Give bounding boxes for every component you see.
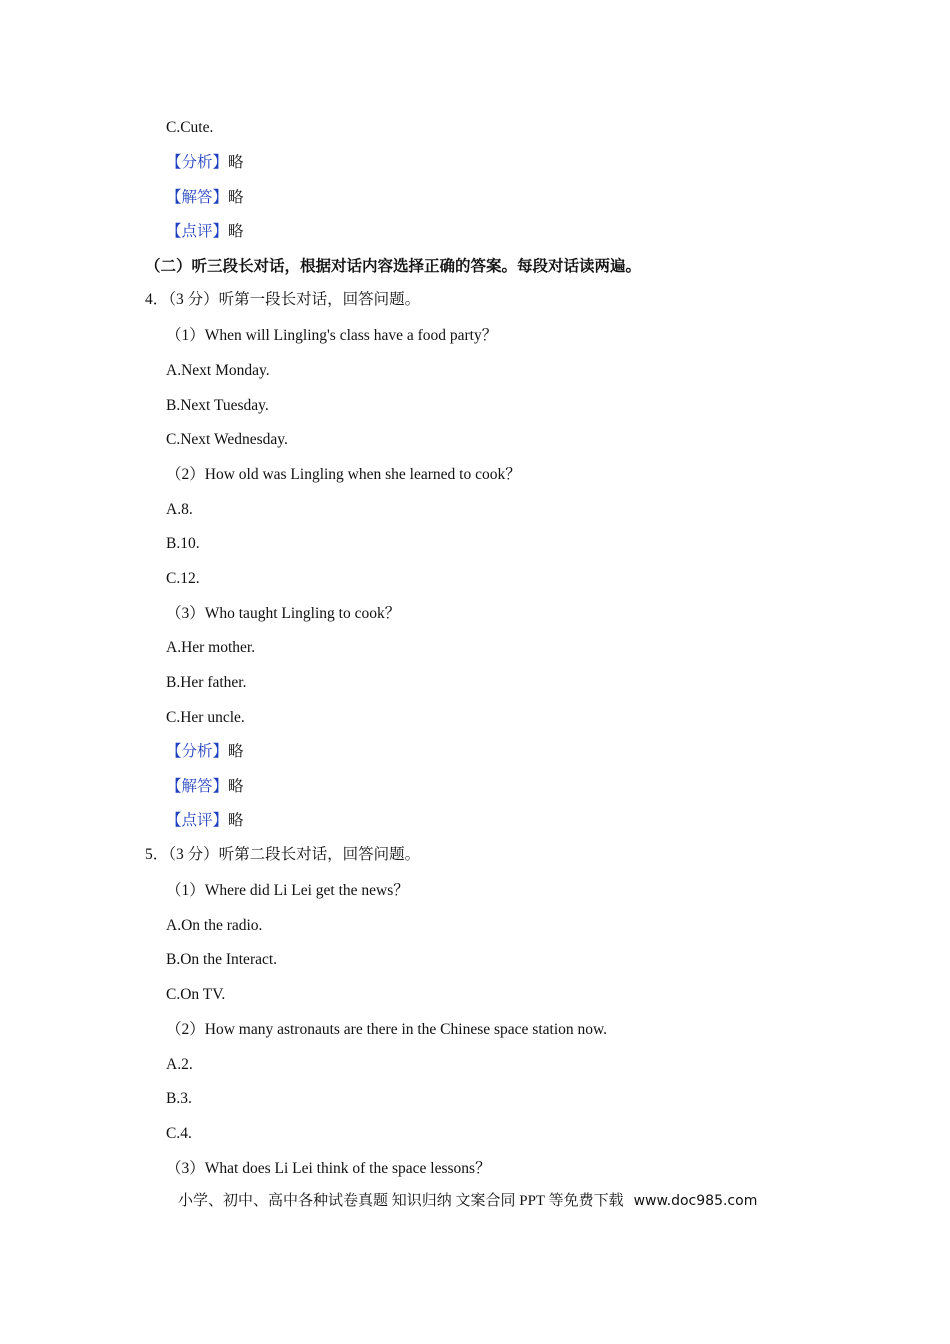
option-b: B.10. — [166, 535, 200, 552]
option-b: B.3. — [166, 1090, 192, 1107]
analysis-label: 【分析】 — [166, 154, 229, 171]
question-4-header: 4．（3 分）听第一段长对话，回答问题。 — [145, 291, 421, 308]
option-c: C.Next Wednesday. — [166, 431, 288, 448]
option-b: B.Her father. — [166, 674, 247, 691]
comment-label: 【点评】 — [166, 812, 229, 829]
answer-label: 【解答】 — [166, 778, 229, 795]
answer-text: 略 — [228, 189, 244, 206]
footer-text: 小学、初中、高中各种试卷真题 知识归纳 文案合同 PPT 等免费下载 — [178, 1193, 624, 1209]
comment-line — [166, 222, 244, 242]
answer-line — [166, 777, 244, 797]
question-5-3: （3）What does Li Lei think of the space lessons？ — [166, 1160, 491, 1177]
option-b: B.Next Tuesday. — [166, 397, 269, 414]
question-4-3: （3）Who taught Lingling to cook？ — [166, 605, 401, 622]
option-b: B.On the Interact. — [166, 951, 278, 968]
option-c: C.4. — [166, 1125, 192, 1142]
option-a: A.On the radio. — [166, 917, 263, 934]
analysis-label: 【分析】 — [166, 743, 229, 760]
comment-label: 【点评】 — [166, 223, 229, 240]
answer-line — [166, 188, 244, 208]
option-a: A.8. — [166, 501, 193, 518]
option-a: A.2. — [166, 1056, 193, 1073]
option-c: C.Cute. — [166, 119, 214, 136]
footer-url[interactable]: www.doc985.com — [633, 1193, 758, 1209]
option-a: A.Next Monday. — [166, 362, 270, 379]
question-5-1: （1）Where did Li Lei get the news？ — [166, 882, 409, 899]
comment-line — [166, 811, 244, 831]
comment-text: 略 — [228, 223, 244, 240]
analysis-text: 略 — [228, 743, 244, 760]
comment-text: 略 — [228, 812, 244, 829]
section-title: （二）听三段长对话，根据对话内容选择正确的答案。每段对话读两遍。 — [145, 258, 642, 275]
option-c: C.On TV. — [166, 986, 226, 1003]
option-a: A.Her mother. — [166, 639, 256, 656]
page-footer — [178, 1191, 757, 1211]
question-4-1: （1）When will Lingling's class have a food party？ — [166, 327, 498, 344]
answer-label: 【解答】 — [166, 189, 229, 206]
question-5-2: （2）How many astronauts are there in the Chinese space station now. — [166, 1021, 608, 1038]
question-5-header: 5．（3 分）听第二段长对话，回答问题。 — [145, 846, 421, 863]
option-c: C.12. — [166, 570, 200, 587]
analysis-line — [166, 742, 244, 762]
answer-text: 略 — [228, 778, 244, 795]
analysis-line — [166, 153, 244, 173]
option-c: C.Her uncle. — [166, 709, 245, 726]
analysis-text: 略 — [228, 154, 244, 171]
question-4-2: （2）How old was Lingling when she learned to cook？ — [166, 466, 521, 483]
